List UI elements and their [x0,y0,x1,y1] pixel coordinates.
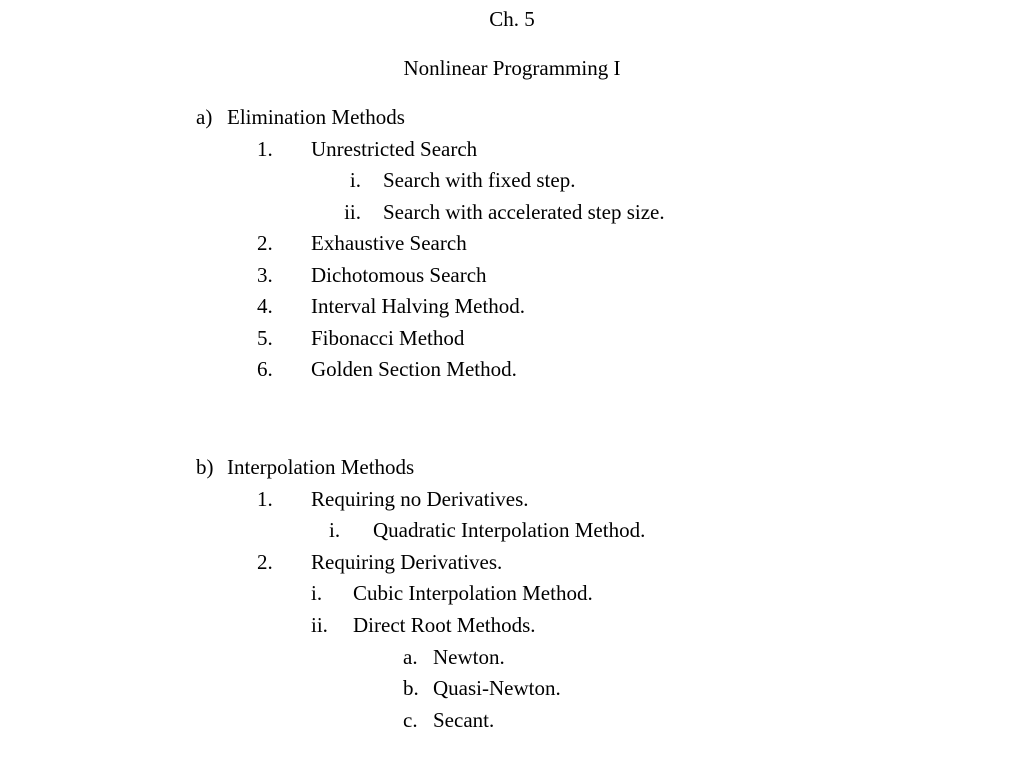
subitem-marker: ii. [344,200,361,224]
item-marker: 3. [257,263,273,287]
subitem-marker: ii. [311,613,328,637]
page-title: Nonlinear Programming I [403,56,621,80]
subitem-marker: i. [349,168,361,192]
item-label: Dichotomous Search [311,263,487,287]
item-marker: 4. [257,294,273,318]
subsubitem-marker: c. [403,708,418,732]
subsubitem-marker: b. [403,676,419,700]
subitem-label: Direct Root Methods. [353,613,536,637]
item-marker: 1. [257,487,273,511]
item-marker: 2. [257,550,273,574]
item-label: Fibonacci Method [311,326,465,350]
item-label: Requiring Derivatives. [311,550,503,574]
subitem-marker: i. [329,518,341,542]
subitem-label: Cubic Interpolation Method. [353,581,593,605]
chapter-label: Ch. 5 [489,7,535,31]
subitem-marker: i. [311,581,323,605]
item-label: Requiring no Derivatives. [311,487,529,511]
section-marker: b) [196,455,214,479]
subitem-label: Search with accelerated step size. [383,200,665,224]
subitem-label: Search with fixed step. [383,168,576,192]
section-marker: a) [196,105,213,129]
item-label: Interval Halving Method. [311,294,526,318]
section-heading: Elimination Methods [227,105,405,129]
section-heading: Interpolation Methods [227,455,415,479]
subsubitem-label: Newton. [433,645,505,669]
item-label: Exhaustive Search [311,231,467,255]
item-marker: 5. [257,326,273,350]
subsubitem-label: Quasi-Newton. [433,676,561,700]
item-label: Unrestricted Search [311,137,478,161]
subitem-label: Quadratic Interpolation Method. [373,518,646,542]
item-marker: 6. [257,357,273,381]
subsubitem-marker: a. [403,645,418,669]
item-marker: 1. [257,137,273,161]
item-label: Golden Section Method. [311,357,517,381]
item-marker: 2. [257,231,273,255]
subsubitem-label: Secant. [433,708,495,732]
